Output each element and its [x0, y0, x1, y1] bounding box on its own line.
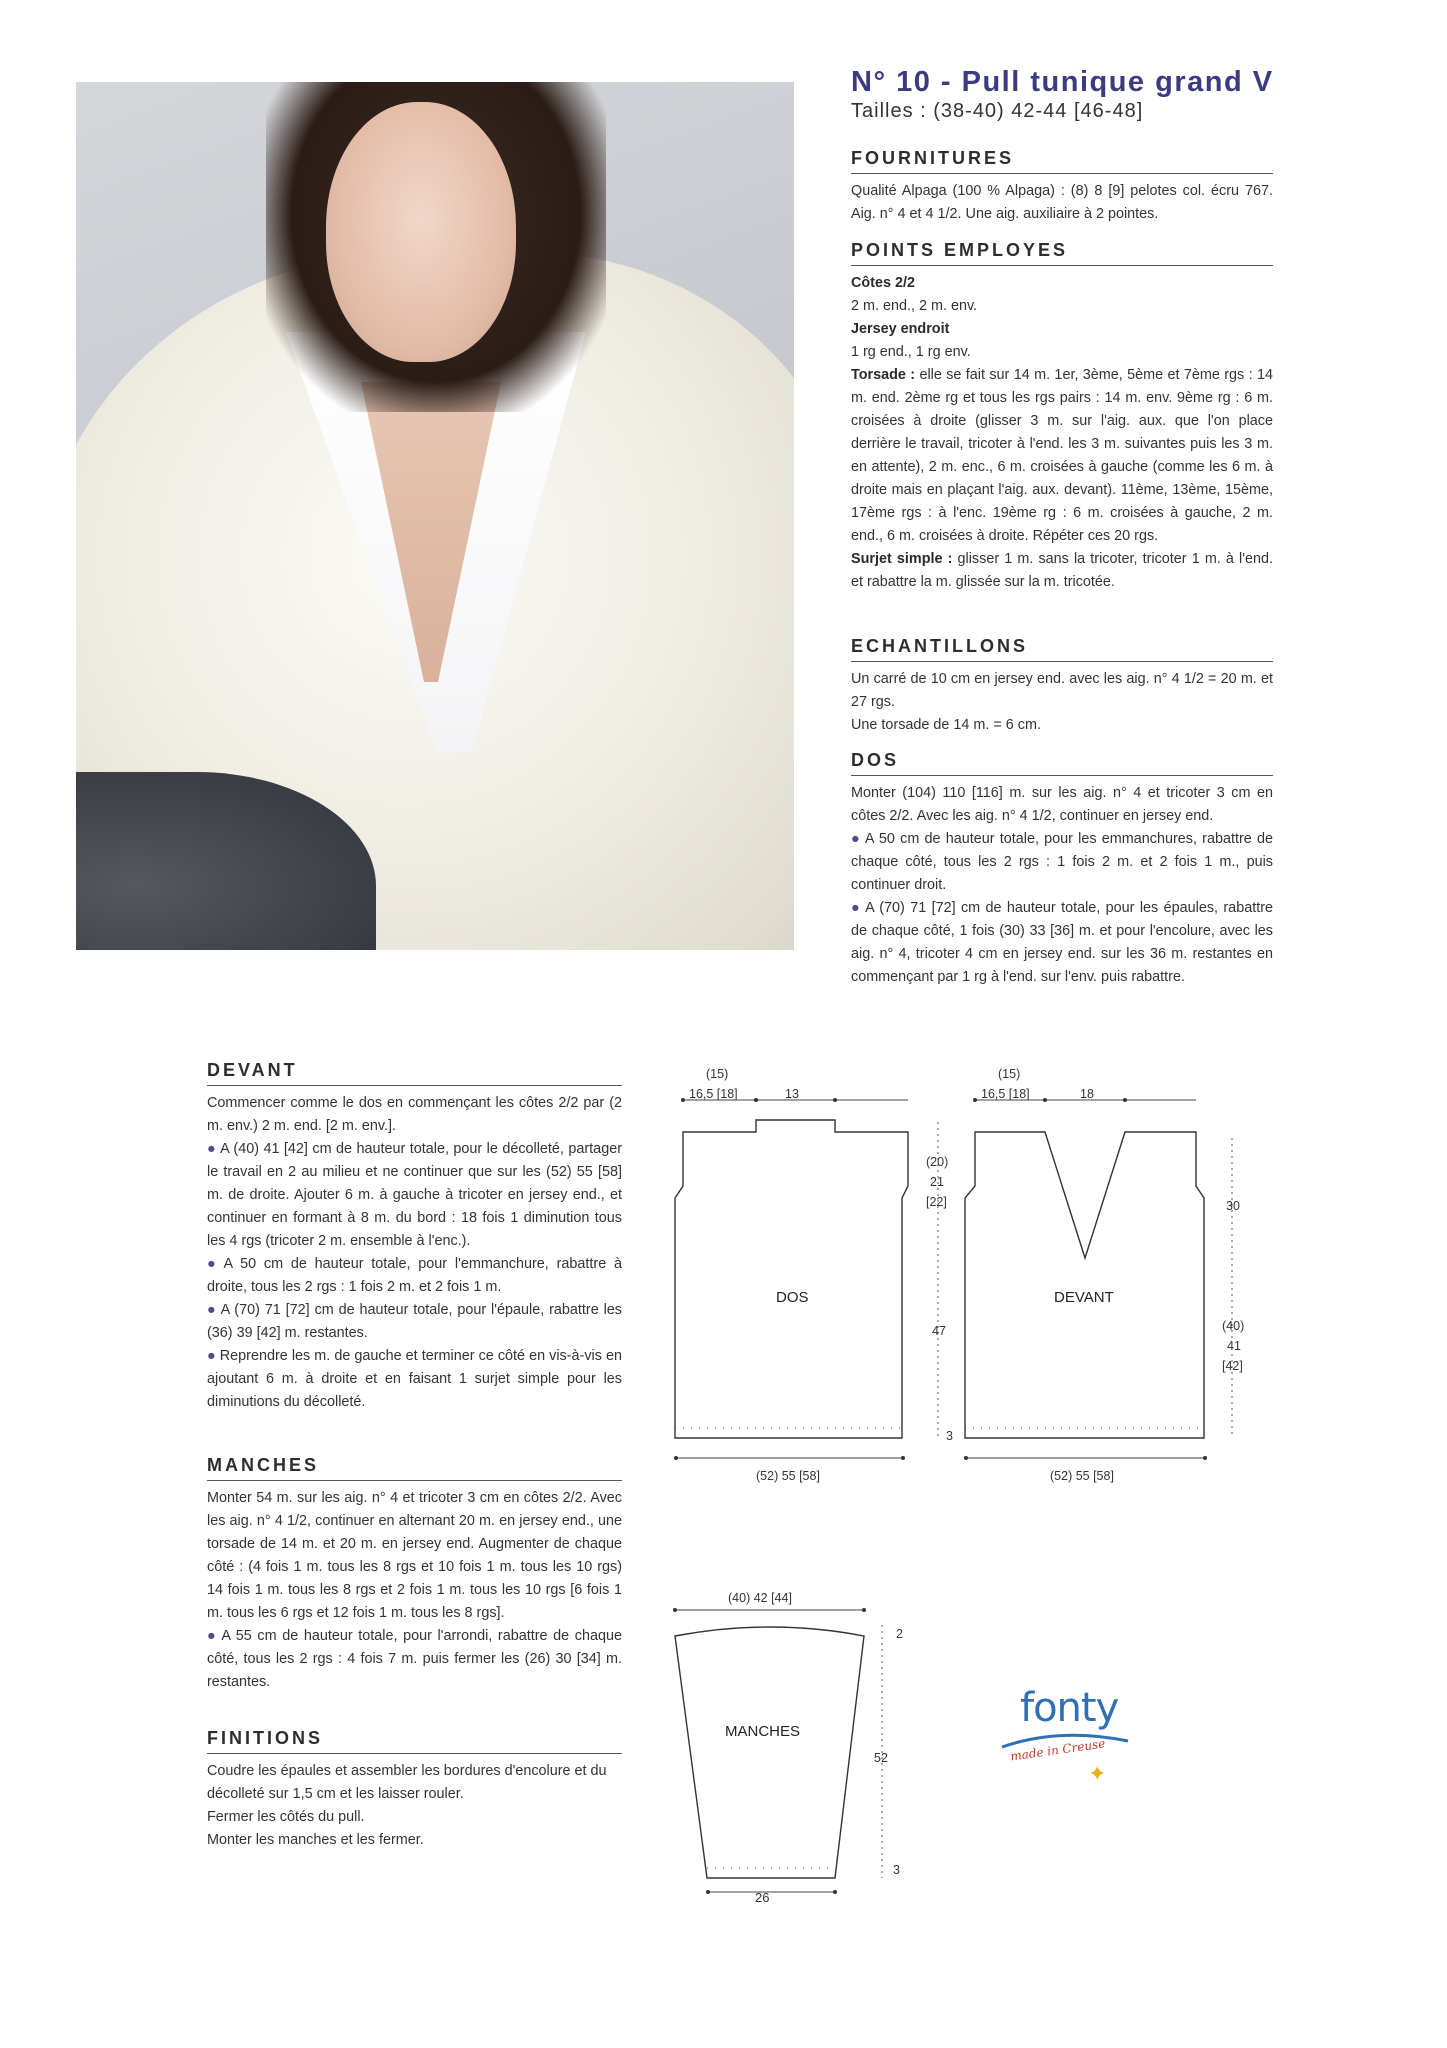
page-title: N° 10 - Pull tunique grand V — [851, 66, 1274, 98]
bullet-icon: ● — [207, 1348, 216, 1364]
devant-paragraph: Commencer comme le dos en commençant les côtes 2/2 par (2 m. env.) 2 m. end. [2 m. env.]. — [207, 1095, 622, 1134]
dos-paragraph-text: A 50 cm de hauteur totale, pour les emmanchures, rabattre de chaque côté, tous les 2 rgs : 1 fois 2 m. et 2 fois 1 m., puis continuer droit. — [851, 831, 1273, 893]
section-heading: POINTS EMPLOYES — [851, 240, 1273, 266]
finitions-line: Fermer les côtés du pull. — [207, 1809, 365, 1825]
gauge-line-1: Un carré de 10 cm en jersey end. avec les aig. n° 4 1/2 = 20 m. et 27 rgs. — [851, 671, 1273, 710]
dim-label: (52) 55 [58] — [1050, 1469, 1114, 1483]
dos-paragraph — [851, 897, 1273, 989]
stitch-title-cotes: Côtes 2/2 — [851, 275, 915, 291]
stitch-text-cotes: 2 m. end., 2 m. env. — [851, 298, 978, 314]
manches-paragraph — [207, 1625, 622, 1694]
dos-paragraph-text: A (70) 71 [72] cm de hauteur totale, pour les épaules, rabattre de chaque côté, 1 fois (30) 33 [36] m. et pour l'encolure, avec les aig. n° 4, tricoter 4 cm en jersey end. sur les 36 m. restantes en commençant par 1 rg à l'end. sur l'env. puis rabattre. — [851, 900, 1273, 985]
bullet-icon: ● — [851, 831, 861, 847]
section-heading: ECHANTILLONS — [851, 636, 1273, 662]
dim-label: 52 — [874, 1751, 888, 1765]
section-finitions — [207, 1728, 622, 1852]
dim-label: 2 — [896, 1627, 903, 1641]
bullet-icon: ● — [207, 1256, 220, 1272]
section-echantillons — [851, 636, 1273, 737]
section-devant — [207, 1060, 622, 1414]
dos-paragraph — [851, 828, 1273, 897]
dim-label: 16,5 [18] — [689, 1087, 738, 1101]
logo-tagline: made in Creuse — [1009, 1736, 1107, 1764]
dim-label: 18 — [1080, 1087, 1094, 1101]
logo-wordmark: fonty — [1020, 1685, 1119, 1731]
finitions-line: Coudre les épaules et assembler les bordures d'encolure et du décolleté sur 1,5 cm et les laisser rouler. — [207, 1763, 607, 1802]
dim-label: [22] — [926, 1195, 947, 1209]
diagram-label: MANCHES — [725, 1723, 801, 1740]
dos-paragraph: Monter (104) 110 [116] m. sur les aig. n° 4 et tricoter 3 cm en côtes 2/2. Avec les aig. n° 4 1/2, continuer en jersey end. — [851, 785, 1273, 824]
stitch-torsade — [851, 364, 1273, 548]
diagram-manches — [673, 1591, 903, 1894]
devant-paragraph — [207, 1299, 622, 1345]
model-photo — [76, 82, 794, 950]
dim-label: (15) — [706, 1067, 729, 1081]
section-heading: FOURNITURES — [851, 148, 1273, 174]
section-heading: FINITIONS — [207, 1728, 622, 1754]
section-manches — [207, 1455, 622, 1694]
manches-paragraph-text: A 55 cm de hauteur totale, pour l'arrondi, rabattre de chaque côté, tous les 2 rgs : 4 fois 7 m. puis fermer les (26) 30 [34] m. restantes. — [207, 1628, 622, 1690]
face-shape — [326, 102, 516, 362]
stitch-text-jersey: 1 rg end., 1 rg env. — [851, 344, 971, 360]
dim-label: 41 — [1227, 1339, 1241, 1353]
dim-label: (52) 55 [58] — [756, 1469, 820, 1483]
devant-paragraph-text: A (70) 71 [72] cm de hauteur totale, pour l'épaule, rabattre les (36) 39 [42] m. restantes. — [207, 1302, 622, 1341]
dim-label: (40) — [1222, 1319, 1245, 1333]
diagram-label: DOS — [776, 1289, 809, 1306]
devant-paragraph-text: A (40) 41 [42] cm de hauteur totale, pour le décolleté, partager le travail en 2 au milieu et ne continuer que sur les (52) 55 [58] m. de droite. Ajouter 6 m. à gauche à tricoter en jersey end., et continuer en formant à 8 m. du bord : 18 fois 1 diminution tous les 4 rgs (tricoter 2 m. ensemble à l'enc.). — [207, 1141, 622, 1249]
stitch-text-torsade: elle se fait sur 14 m. 1er, 3ème, 5ème et 7ème rgs : 14 m. end. 2ème rg et tous les rgs pairs : 14 m. env. 9ème rg : 6 m. croisées à droite (glisser 3 m. sur l'aig. aux. que l'on place derrière le travail, tricoter à l'end. les 3 m. suivantes puis les 3 m. en attente), 2 m. enc., 6 m. croisées à gauche (comme les 6 m. à droite mais en plaçant l'aig. aux. devant). 11ème, 13ème, 15ème, 17ème rgs : à l'enc. 19ème rg : 6 m. croisées à gauche, 2 m. end., 6 m. croisées à droite. Répéter ces 20 rgs. — [851, 367, 1273, 544]
section-fournitures — [851, 148, 1273, 226]
diagram-devant — [964, 1067, 1244, 1483]
devant-paragraph — [207, 1253, 622, 1299]
devant-paragraph-text: A 50 cm de hauteur totale, pour l'emmanchure, rabattre à droite, tous les 2 rgs : 1 fois 2 m. et 2 fois 1 m. — [207, 1256, 622, 1295]
bullet-icon: ● — [207, 1628, 218, 1644]
bullet-icon: ● — [851, 900, 862, 916]
dim-label: 21 — [930, 1175, 944, 1189]
section-points-employes — [851, 240, 1273, 594]
dim-label: 3 — [946, 1429, 953, 1443]
fournitures-text: Qualité Alpaga (100 % Alpaga) : (8) 8 [9] pelotes col. écru 767. Aig. n° 4 et 4 1/2. Une aig. auxiliaire à 2 pointes. — [851, 183, 1273, 222]
diagram-dos — [674, 1067, 953, 1483]
dim-label: (20) — [926, 1155, 949, 1169]
gauge-line-2: Une torsade de 14 m. = 6 cm. — [851, 717, 1041, 733]
bullet-icon: ● — [207, 1302, 217, 1318]
section-heading: MANCHES — [207, 1455, 622, 1481]
dim-label: 13 — [785, 1087, 799, 1101]
dim-label: [42] — [1222, 1359, 1243, 1373]
page-number: 26 — [755, 1890, 770, 1905]
diagram-label: DEVANT — [1054, 1289, 1114, 1306]
section-dos — [851, 750, 1273, 989]
devant-paragraph-text: Reprendre les m. de gauche et terminer ce côté en vis-à-vis en ajoutant 6 m. à droite et en faisant 1 surjet simple pour les diminutions du décolleté. — [207, 1348, 622, 1410]
dim-label: 47 — [932, 1324, 946, 1338]
dim-label: 16,5 [18] — [981, 1087, 1030, 1101]
manches-paragraph: Monter 54 m. sur les aig. n° 4 et tricoter 3 cm en côtes 2/2. Avec les aig. n° 4 1/2, continuer en alternant 20 m. en jersey end., une torsade de 14 m. et 20 m. en jersey end. Augmenter de chaque côté : (4 fois 1 m. tous les 8 rgs et 10 fois 1 m. tous les 10 rgs) 14 fois 1 m. tous les 8 rgs et 2 fois 1 m. tous les 10 rgs [6 fois 1 m. tous les 6 rgs et 12 fois 1 m. tous les 8 rgs]. — [207, 1490, 622, 1621]
stitch-text-surjet: glisser 1 m. sans la tricoter, tricoter 1 m. à l'end. et rabattre la m. glissée sur la m. tricotée. — [851, 551, 1273, 590]
devant-paragraph — [207, 1345, 622, 1414]
bird-icon: ✦ — [1088, 1761, 1107, 1786]
sizes-line: Tailles : (38-40) 42-44 [46-48] — [851, 100, 1144, 122]
stitch-title-jersey: Jersey endroit — [851, 321, 950, 337]
stitch-title-torsade: Torsade : — [851, 367, 916, 383]
bullet-icon: ● — [207, 1141, 217, 1157]
section-heading: DEVANT — [207, 1060, 622, 1086]
dim-label: 3 — [893, 1863, 900, 1877]
stitch-title-surjet: Surjet simple : — [851, 551, 953, 567]
dim-label: 30 — [1226, 1199, 1240, 1213]
dim-label: (40) 42 [44] — [728, 1591, 792, 1605]
stitch-surjet — [851, 548, 1273, 594]
finitions-line: Monter les manches et les fermer. — [207, 1832, 424, 1848]
fonty-logo — [1000, 1685, 1140, 1785]
dim-label: (15) — [998, 1067, 1021, 1081]
devant-paragraph — [207, 1138, 622, 1253]
section-heading: DOS — [851, 750, 1273, 776]
